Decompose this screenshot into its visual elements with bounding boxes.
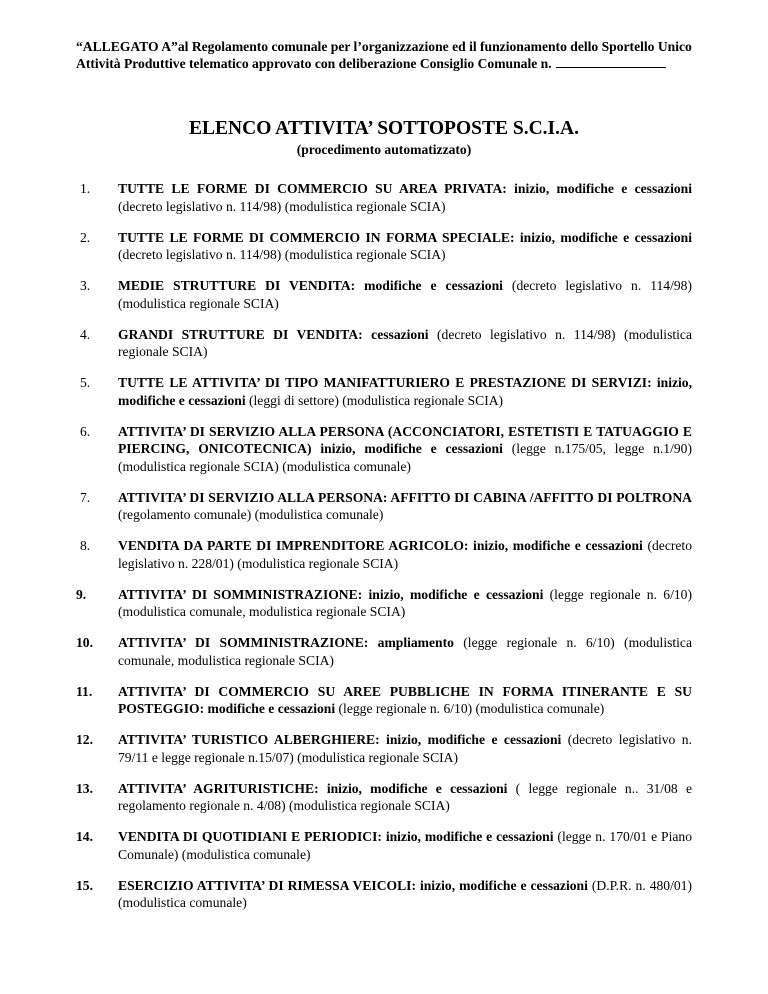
item-number: 4. — [80, 326, 91, 342]
item-bold-text: ATTIVITA’ AGRITURISTICHE: inizio, modifiche e cessazioni — [118, 780, 508, 796]
item-number: 14. — [76, 829, 93, 844]
item-number: 12. — [76, 732, 93, 747]
item-text: (decreto legislativo n. 114/98) (modulistica regionale SCIA) — [118, 247, 446, 262]
item-text: ( legge regionale n.. 31/08 e regolamento regionale n. 4/08) (modulistica regionale SCIA) — [118, 780, 692, 813]
activity-list — [0, 180, 768, 925]
item-text: (leggi di settore) (modulistica regionale SCIA) — [245, 392, 504, 408]
item-text: (regolamento comunale) (modulistica comunale) — [118, 507, 384, 522]
item-text: (decreto legislativo n. 114/98) (modulistica regionale SCIA) — [118, 326, 692, 359]
list-item — [0, 489, 692, 524]
list-item — [0, 586, 692, 621]
list-item — [0, 277, 692, 312]
item-bold-text: TUTTE LE ATTIVITA’ DI TIPO MANIFATTURIERO E PRESTAZIONE DI SERVIZI: inizio, modifiche e cessazioni — [118, 375, 692, 408]
item-bold-text: TUTTE LE FORME DI COMMERCIO IN FORMA SPECIALE: inizio, modifiche e cessazioni — [118, 229, 692, 245]
item-number: 10. — [76, 635, 93, 650]
item-number: 13. — [76, 780, 93, 796]
list-item — [0, 634, 692, 669]
item-number: 11. — [76, 683, 93, 699]
header-text: “ALLEGATO A”al Regolamento comunale per l’organizzazione ed il funzionamento dello Sportello Unico Attività Produttive telematico approvato con deliberazione Consiglio Comunale n. — [76, 39, 692, 71]
list-item — [0, 877, 692, 912]
item-bold-text: ATTIVITA’ TURISTICO ALBERGHIERE: inizio, modifiche e cessazioni — [118, 732, 562, 747]
item-text: (decreto legislativo n. 79/11 e legge regionale n.15/07) (modulistica regionale SCIA) — [118, 732, 692, 765]
item-text: (decreto legislativo n. 114/98) (modulistica regionale SCIA) — [118, 198, 446, 214]
blank-line — [556, 55, 666, 68]
item-number: 1. — [80, 181, 91, 196]
item-number: 7. — [80, 489, 91, 505]
list-item — [0, 731, 692, 766]
item-text: (legge n.175/05, legge n.1/90) (modulistica regionale SCIA) (modulistica comunale) — [118, 441, 692, 474]
document-title: ELENCO ATTIVITA’ SOTTOPOSTE S.C.I.A. — [189, 118, 579, 139]
item-number: 3. — [80, 278, 91, 293]
item-bold-text: ATTIVITA’ DI SOMMINISTRAZIONE: ampliamento — [118, 635, 454, 650]
list-item — [0, 423, 692, 476]
document-subtitle: (procedimento automatizzato) — [296, 142, 472, 157]
item-text: (legge regionale n. 6/10) (modulistica comunale, modulistica regionale SCIA) — [118, 635, 693, 668]
item-bold-text: ATTIVITA’ DI COMMERCIO SU AREE PUBBLICHE IN FORMA ITINERANTE E SU POSTEGGIO: modifiche e cessazioni — [118, 683, 692, 716]
item-text: (decreto legislativo n. 228/01) (modulistica regionale SCIA) — [118, 538, 692, 571]
item-number: 5. — [80, 375, 91, 390]
list-item — [0, 374, 692, 409]
list-item — [0, 780, 692, 815]
list-item — [0, 326, 692, 361]
item-bold-text: ESERCIZIO ATTIVITA’ DI RIMESSA VEICOLI: inizio, modifiche e cessazioni — [118, 877, 588, 893]
item-text: (legge n. 170/01 e Piano Comunale) (modulistica comunale) — [118, 829, 692, 862]
list-item — [0, 828, 692, 863]
item-bold-text: ATTIVITA’ DI SERVIZIO ALLA PERSONA: AFFITTO DI CABINA /AFFITTO DI POLTRONA — [118, 489, 692, 505]
item-text: (decreto legislativo n. 114/98) (modulistica regionale SCIA) — [118, 278, 692, 311]
item-number: 8. — [80, 538, 91, 553]
item-bold-text: TUTTE LE FORME DI COMMERCIO SU AREA PRIVATA: inizio, modifiche e cessazioni — [118, 181, 692, 196]
list-item — [0, 180, 692, 215]
item-number: 6. — [80, 423, 91, 439]
item-bold-text: ATTIVITA’ DI SOMMINISTRAZIONE: inizio, modifiche e cessazioni — [118, 586, 544, 602]
item-bold-text: VENDITA DI QUOTIDIANI E PERIODICI: inizio, modifiche e cessazioni — [118, 829, 554, 844]
item-number: 9. — [76, 586, 87, 602]
item-text: (legge regionale n. 6/10) (modulistica comunale) — [335, 701, 605, 716]
item-text: (legge regionale n. 6/10) (modulistica comunale, modulistica regionale SCIA) — [118, 586, 692, 619]
item-bold-text: ATTIVITA’ DI SERVIZIO ALLA PERSONA (ACCONCIATORI, ESTETISTI E TATUAGGIO E PIERCING, ONICOTECNICA) inizio, modifiche e cessazioni — [118, 423, 692, 456]
list-item — [0, 537, 692, 572]
list-item — [0, 229, 692, 264]
item-bold-text: GRANDI STRUTTURE DI VENDITA: cessazioni — [118, 326, 429, 342]
list-item — [0, 683, 692, 718]
item-bold-text: MEDIE STRUTTURE DI VENDITA: modifiche e cessazioni — [118, 278, 503, 293]
item-bold-text: VENDITA DA PARTE DI IMPRENDITORE AGRICOLO: inizio, modifiche e cessazioni — [118, 538, 643, 553]
item-number: 2. — [80, 229, 91, 245]
item-number: 15. — [76, 877, 93, 893]
document-header — [76, 38, 716, 72]
item-text: (D.P.R. n. 480/01) (modulistica comunale) — [118, 877, 693, 910]
